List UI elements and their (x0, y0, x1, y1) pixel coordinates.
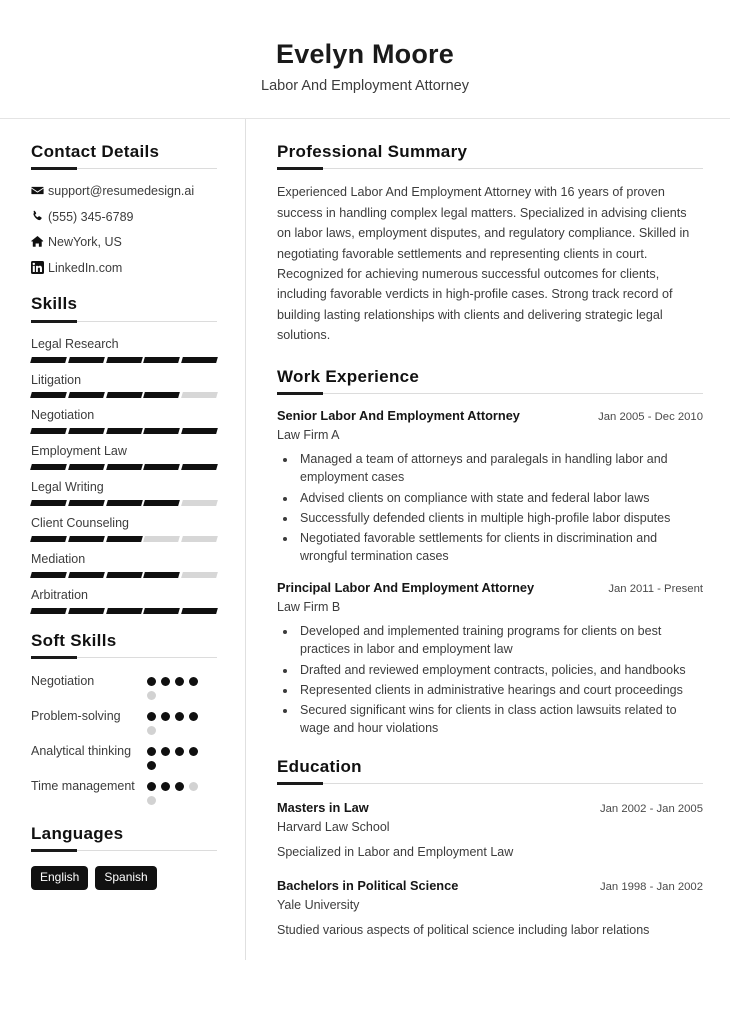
soft-skill-row (31, 742, 217, 770)
experience-entry (277, 407, 703, 566)
skill-segment (106, 392, 143, 398)
experience-role: Principal Labor And Employment Attorney (277, 579, 535, 595)
phone-icon (31, 210, 48, 223)
summary-heading: Professional Summary (277, 142, 468, 162)
soft-skill-row (31, 777, 217, 805)
skill-label: Mediation (31, 551, 86, 566)
experience-date-range: Jan 2011 - Present (608, 582, 703, 595)
languages-list (31, 866, 217, 889)
skill-segment (30, 536, 67, 542)
contact-details-section (31, 141, 217, 277)
rating-dot (147, 761, 156, 770)
education-heading: Education (277, 756, 362, 776)
skill-segment (106, 572, 143, 578)
soft-skills-heading: Soft Skills (31, 630, 117, 650)
education-school: Yale University (277, 898, 360, 913)
skill-segment (68, 536, 105, 542)
rating-dot (147, 726, 156, 735)
experience-date-range: Jan 2005 - Dec 2010 (598, 410, 703, 423)
experience-entry (277, 579, 703, 738)
skill-label: Legal Research (31, 336, 119, 351)
resume-body (0, 119, 730, 978)
skill-level-bar (31, 572, 217, 578)
skill-segment (30, 500, 67, 506)
skill-segment (106, 464, 143, 470)
education-heading-block (277, 756, 703, 784)
soft-skill-label: Time management (31, 778, 135, 793)
rating-dot (147, 747, 156, 756)
skill-segment (181, 536, 218, 542)
soft-skill-label: Analytical thinking (31, 743, 132, 758)
contact-details-heading: Contact Details (31, 142, 160, 162)
experience-bullet: • Developed and implemented training programs for clients on best practices in labor and employment law (297, 622, 703, 659)
languages-heading-block (31, 823, 217, 851)
skills-heading: Skills (31, 294, 78, 314)
soft-skills-list (31, 672, 217, 805)
skill-segment (106, 608, 143, 614)
experience-organization: Law Firm A (277, 428, 340, 443)
skill-segment (68, 572, 105, 578)
sidebar-column (0, 119, 245, 915)
skills-list (31, 336, 217, 614)
skill-row (31, 407, 217, 434)
resume-header (0, 0, 730, 119)
rating-dot (147, 796, 156, 805)
skill-segment (30, 392, 67, 398)
experience-bullet-list (277, 622, 703, 738)
skill-segment (30, 572, 67, 578)
experience-bullet: • Negotiated favorable settlements for clients in discrimination and wrongful termination cases (297, 529, 703, 566)
rating-dot (161, 747, 170, 756)
soft-skill-rating (147, 672, 201, 700)
summary-text: Experienced Labor And Employment Attorney with 16 years of proven success in handling complex legal matters. Specialized in advising clients on labor laws, employment disputes, and regulatory compliance. Skilled in negotiating favorable settlements and representing clients in court. Recognized for achieving numerous successful outcomes for clients, including favorable verdicts in high-profile cases. Strong track record of building lasting relationships with clients and delivering strategic legal solutions. (277, 185, 690, 343)
contact-list (31, 183, 217, 277)
skill-label: Litigation (31, 372, 82, 387)
skill-segment (68, 464, 105, 470)
skill-segment (144, 572, 181, 578)
skill-row (31, 515, 217, 542)
experience-entry-header (277, 407, 703, 425)
skill-segment (30, 608, 67, 614)
education-entry (277, 877, 703, 940)
contact-item-phone[interactable] (31, 209, 217, 227)
skill-level-bar (31, 428, 217, 434)
rating-dot (147, 677, 156, 686)
skill-segment (144, 536, 181, 542)
experience-entries (277, 407, 703, 738)
rating-dot (147, 712, 156, 721)
rating-dot (147, 782, 156, 791)
rating-dot (189, 712, 198, 721)
rating-dot (175, 747, 184, 756)
skill-label: Arbitration (31, 587, 88, 602)
skill-label: Employment Law (31, 444, 127, 459)
soft-skill-label: Negotiation (31, 673, 95, 688)
experience-bullet-list (277, 450, 703, 566)
education-entry-header (277, 877, 703, 895)
section-rule (31, 168, 217, 169)
soft-skill-row (31, 672, 217, 700)
education-school: Harvard Law School (277, 820, 390, 835)
soft-skill-row (31, 707, 217, 735)
experience-heading-block (277, 366, 703, 394)
skill-segment (181, 500, 218, 506)
skill-label: Negotiation (31, 408, 95, 423)
skill-segment (181, 572, 218, 578)
soft-skill-label: Problem-solving (31, 708, 121, 723)
contact-location-text: NewYork, US (48, 235, 122, 250)
section-rule (277, 168, 703, 169)
experience-heading: Work Experience (277, 366, 420, 386)
skill-segment (30, 357, 67, 363)
skill-segment (68, 357, 105, 363)
main-column (246, 119, 730, 978)
skills-heading-block (31, 293, 217, 321)
contact-item-location (31, 234, 217, 252)
rating-dot (189, 747, 198, 756)
skill-segment (30, 464, 67, 470)
languages-heading: Languages (31, 823, 124, 843)
soft-skills-section (31, 630, 217, 805)
experience-bullet: • Secured significant wins for clients in class action lawsuits related to wage and hour violations (297, 701, 703, 738)
contact-phone-text: (555) 345-6789 (48, 209, 134, 224)
skill-level-bar (31, 392, 217, 398)
education-entry-header (277, 799, 703, 817)
experience-entry-header (277, 579, 703, 597)
section-rule (31, 321, 217, 322)
home-icon (31, 235, 48, 248)
professional-summary-section (277, 141, 703, 345)
skill-segment (144, 500, 181, 506)
education-entry (277, 799, 703, 862)
skill-segment (68, 500, 105, 506)
linkedin-icon (31, 261, 48, 274)
section-rule (277, 783, 703, 784)
skill-row (31, 587, 217, 614)
education-description: Specialized in Labor and Employment Law (277, 845, 514, 860)
education-degree: Masters in Law (277, 799, 369, 815)
skill-segment (106, 536, 143, 542)
education-date-range: Jan 2002 - Jan 2005 (599, 802, 703, 815)
contact-email-text: support@resumedesign.ai (48, 184, 195, 199)
section-rule (31, 850, 217, 851)
education-date-range: Jan 1998 - Jan 2002 (599, 880, 703, 893)
rating-dot (189, 782, 198, 791)
rating-dot (175, 677, 184, 686)
skill-segment (106, 500, 143, 506)
skill-segment (181, 392, 218, 398)
skill-segment (144, 428, 181, 434)
rating-dot (161, 677, 170, 686)
skill-row (31, 443, 217, 470)
contact-item-email[interactable] (31, 183, 217, 201)
experience-bullet: • Successfully defended clients in multiple high-profile labor disputes (297, 509, 703, 527)
rating-dot (161, 782, 170, 791)
skill-segment (144, 464, 181, 470)
education-section (277, 756, 703, 941)
soft-skill-rating (147, 707, 201, 735)
summary-heading-block (277, 141, 703, 169)
rating-dot (175, 712, 184, 721)
skill-row (31, 551, 217, 578)
experience-bullet: • Represented clients in administrative hearings and court proceedings (297, 681, 703, 699)
experience-bullet: • Managed a team of attorneys and paralegals in handling labor and employment cases (297, 450, 703, 487)
experience-role: Senior Labor And Employment Attorney (277, 407, 520, 423)
soft-skills-heading-block (31, 630, 217, 658)
skill-segment (181, 357, 218, 363)
rating-dot (161, 712, 170, 721)
language-pill: English (31, 866, 88, 889)
education-entries (277, 799, 703, 940)
skill-segment (30, 428, 67, 434)
education-description: Studied various aspects of political science including labor relations (277, 923, 650, 938)
experience-organization: Law Firm B (277, 599, 341, 614)
language-pill: Spanish (95, 866, 156, 889)
experience-bullet: • Advised clients on compliance with state and federal labor laws (297, 489, 703, 507)
skill-segment (181, 608, 218, 614)
contact-item-linkedin[interactable] (31, 260, 217, 278)
contact-linkedin-text: LinkedIn.com (48, 260, 123, 275)
rating-dot (175, 782, 184, 791)
section-rule (31, 657, 217, 658)
skills-section (31, 293, 217, 613)
skill-segment (144, 392, 181, 398)
section-rule (277, 393, 703, 394)
rating-dot (147, 691, 156, 700)
soft-skill-rating (147, 777, 201, 805)
skill-level-bar (31, 464, 217, 470)
education-degree: Bachelors in Political Science (277, 877, 459, 893)
skill-segment (144, 357, 181, 363)
envelope-icon (31, 184, 48, 197)
skill-segment (144, 608, 181, 614)
skill-segment (106, 428, 143, 434)
skill-row (31, 336, 217, 363)
skill-segment (106, 357, 143, 363)
skill-label: Client Counseling (31, 516, 129, 531)
rating-dot (189, 677, 198, 686)
skill-row (31, 479, 217, 506)
skill-segment (181, 428, 218, 434)
skill-segment (68, 428, 105, 434)
skill-level-bar (31, 500, 217, 506)
skill-segment (68, 608, 105, 614)
skill-level-bar (31, 357, 217, 363)
contact-details-heading-block (31, 141, 217, 169)
skill-row (31, 372, 217, 399)
languages-section (31, 823, 217, 890)
skill-level-bar (31, 608, 217, 614)
skill-level-bar (31, 536, 217, 542)
candidate-name: Evelyn Moore (276, 39, 454, 69)
skill-label: Legal Writing (31, 480, 104, 495)
work-experience-section (277, 366, 703, 738)
soft-skill-rating (147, 742, 201, 770)
skill-segment (181, 464, 218, 470)
candidate-job-title: Labor And Employment Attorney (261, 78, 469, 95)
experience-bullet: • Drafted and reviewed employment contracts, policies, and handbooks (297, 661, 703, 679)
skill-segment (68, 392, 105, 398)
